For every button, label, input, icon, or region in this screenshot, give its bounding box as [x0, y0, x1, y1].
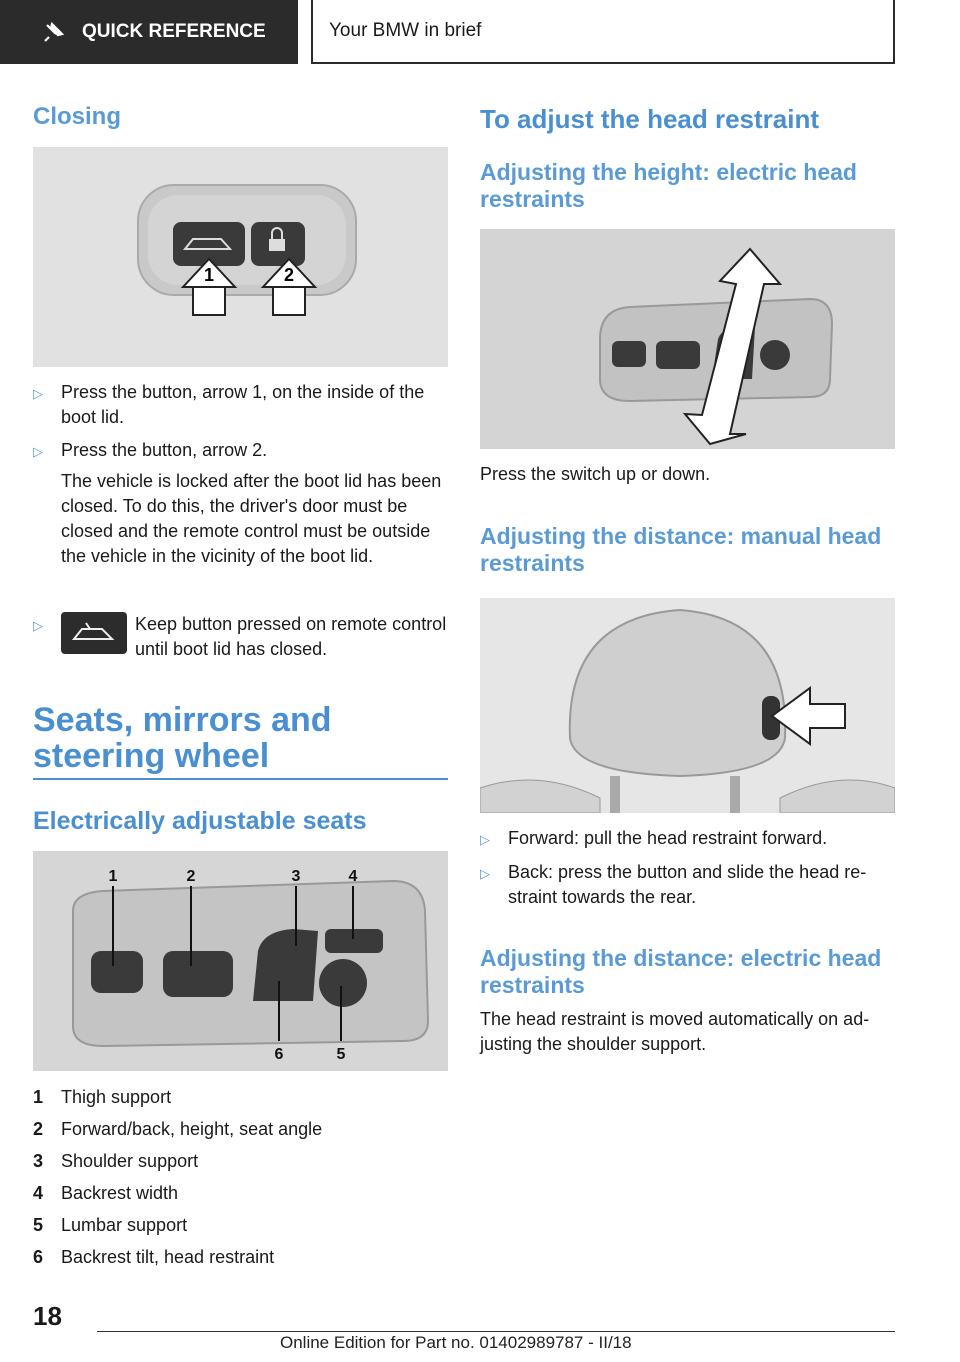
bullet-triangle-icon: ▷: [33, 618, 43, 633]
seat-label-6: 6: [274, 1046, 284, 1063]
section-tab-label: QUICK REFERENCE: [82, 21, 266, 42]
list-item: 3 Shoulder support: [33, 1151, 199, 1171]
remote-bullet: [33, 612, 448, 670]
list-item: ▷ Keep button pressed on remote control until boot lid has closed.: [33, 612, 448, 662]
list-item: 1 Thigh support: [33, 1087, 172, 1107]
section-tab[interactable]: [0, 0, 298, 64]
list-item: 4 Backrest width: [33, 1183, 179, 1203]
height-text: Press the switch up or down.: [480, 464, 711, 484]
seat-label-2: 2: [186, 868, 196, 885]
manual-headrest-image: [480, 598, 895, 813]
list-item: 5 Lumbar support: [33, 1215, 188, 1235]
height-switch-image: [480, 229, 895, 449]
manual-distance-heading: Adjusting the distance: manual head restraints: [480, 523, 882, 576]
height-heading: Adjusting the height: electric head restraints: [480, 159, 857, 212]
bullet-triangle-icon: ▷: [480, 832, 490, 847]
seat-label-1: 1: [108, 868, 118, 885]
seat-label-4: 4: [348, 868, 358, 885]
remote-car-icon: [61, 612, 127, 654]
list-item: ▷ Forward: pull the head restraint forward.: [480, 826, 895, 852]
manual-bullets: [480, 826, 895, 918]
seat-legend: [33, 1081, 448, 1273]
pin-icon: [40, 18, 68, 46]
electric-text: The head restraint is moved automatically on ad-justing the shoulder support.: [480, 1009, 870, 1054]
seats-heading: Electrically adjustable seats: [33, 807, 367, 835]
bullet-triangle-icon: ▷: [480, 866, 490, 881]
footer-edition: Online Edition for Part no. 01402989787 - II/18: [280, 1333, 632, 1352]
seat-label-5: 5: [336, 1046, 346, 1063]
section-heading: Seats, mirrors and steering wheel: [33, 701, 332, 775]
heading-rule: [33, 778, 448, 780]
list-item: 2 Forward/back, height, seat angle: [33, 1119, 323, 1139]
closing-label-2: 2: [283, 265, 295, 285]
bullet-triangle-icon: ▷: [33, 386, 43, 401]
list-item: 6 Backrest tilt, head restraint: [33, 1247, 275, 1267]
list-item: ▷ Back: press the button and slide the head re-straint towards the rear.: [480, 860, 895, 910]
list-item: ▷ Press the button, arrow 2. The vehicle is locked after the boot lid has been closed. To do this, the driver's door must be closed and the remote control must be outside the vehicle in the vicinity of the boot lid.: [33, 438, 448, 569]
footer-rule: [97, 1331, 895, 1332]
head-restraint-heading: To adjust the head restraint: [480, 104, 820, 134]
bullet-triangle-icon: ▷: [33, 444, 43, 459]
closing-note: The vehicle is locked after the boot lid has been closed. To do this, the driver's door must be closed and the remote control must be outside the vehicle in the vicinity of the boot lid.: [61, 471, 442, 566]
page-number: 18: [33, 1301, 62, 1331]
closing-bullets: [33, 380, 448, 577]
chapter-title-label: Your BMW in brief: [329, 20, 482, 41]
list-item: ▷ Press the button, arrow 1, on the inside of the boot lid.: [33, 380, 448, 430]
closing-label-1: 1: [203, 265, 215, 285]
chapter-title: [311, 0, 895, 64]
seat-label-3: 3: [291, 868, 301, 885]
closing-buttons-image: [33, 147, 448, 367]
electric-distance-heading: Adjusting the distance: electric head restraints: [480, 945, 882, 998]
seat-controls-image: [33, 851, 448, 1071]
closing-heading: Closing: [33, 103, 121, 130]
